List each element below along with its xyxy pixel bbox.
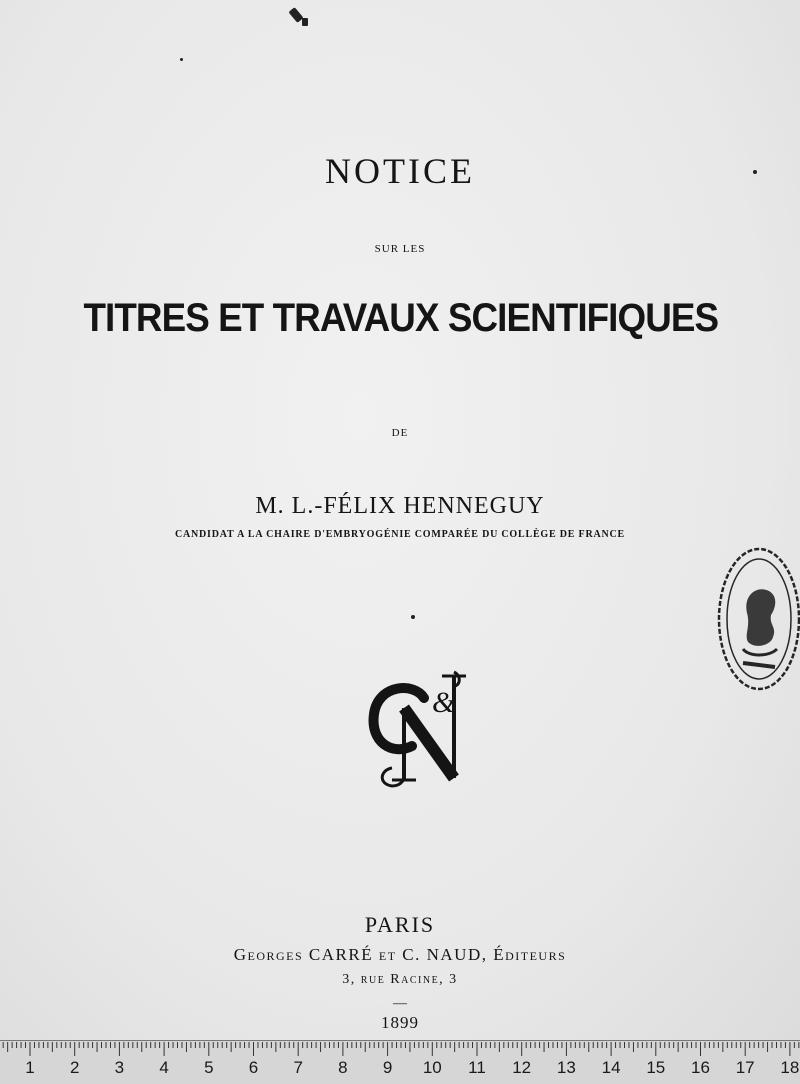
ruler-label: 7 bbox=[293, 1058, 303, 1077]
subheading-de: DE bbox=[391, 427, 409, 439]
subheading-sur-les: SUR LES bbox=[374, 243, 426, 255]
publication-year: 1899 bbox=[381, 1013, 419, 1032]
ruler-label: 14 bbox=[601, 1058, 621, 1077]
ruler-label: 1 bbox=[25, 1058, 35, 1077]
publication-city: PARIS bbox=[364, 912, 436, 937]
library-stamp-icon bbox=[713, 545, 800, 695]
ruler-label: 2 bbox=[69, 1058, 80, 1077]
speck bbox=[411, 615, 415, 619]
author-name: M. L.-FÉLIX HENNEGUY bbox=[255, 493, 545, 519]
ruler-label: 10 bbox=[422, 1058, 442, 1077]
measurement-ruler bbox=[0, 1040, 800, 1084]
ruler-label: 9 bbox=[382, 1058, 393, 1077]
ruler-label: 18 bbox=[780, 1058, 800, 1077]
ruler-label: 16 bbox=[691, 1058, 710, 1077]
candidacy-line: CANDIDAT A LA CHAIRE D'EMBRYOGÉNIE COMPARÉE DU COLLÈGE DE FRANCE bbox=[174, 529, 626, 540]
ruler-label: 15 bbox=[646, 1058, 666, 1077]
heading-notice: NOTICE bbox=[325, 151, 475, 191]
ruler-label: 17 bbox=[735, 1058, 755, 1077]
publisher-address: 3, rue Racine, 3 bbox=[342, 972, 458, 987]
ruler-label: 13 bbox=[556, 1058, 576, 1077]
ruler-label: 5 bbox=[204, 1058, 214, 1077]
ruler-label: 6 bbox=[248, 1058, 259, 1077]
ruler-label: 3 bbox=[114, 1058, 125, 1077]
svg-text:&: & bbox=[432, 686, 456, 719]
publisher-monogram-icon bbox=[362, 668, 474, 790]
ruler-label: 4 bbox=[159, 1058, 169, 1077]
main-title: TITRES ET TRAVAUX SCIENTIFIQUES bbox=[83, 296, 719, 340]
publishers-line: Georges CARRÉ et C. NAUD, Éditeurs bbox=[233, 945, 567, 964]
separator-dash: — bbox=[393, 996, 407, 1011]
speck bbox=[180, 58, 183, 61]
ruler-label: 8 bbox=[338, 1058, 348, 1077]
ruler-label: 12 bbox=[512, 1058, 532, 1077]
speck bbox=[302, 18, 308, 26]
ruler-label: 11 bbox=[468, 1058, 486, 1077]
